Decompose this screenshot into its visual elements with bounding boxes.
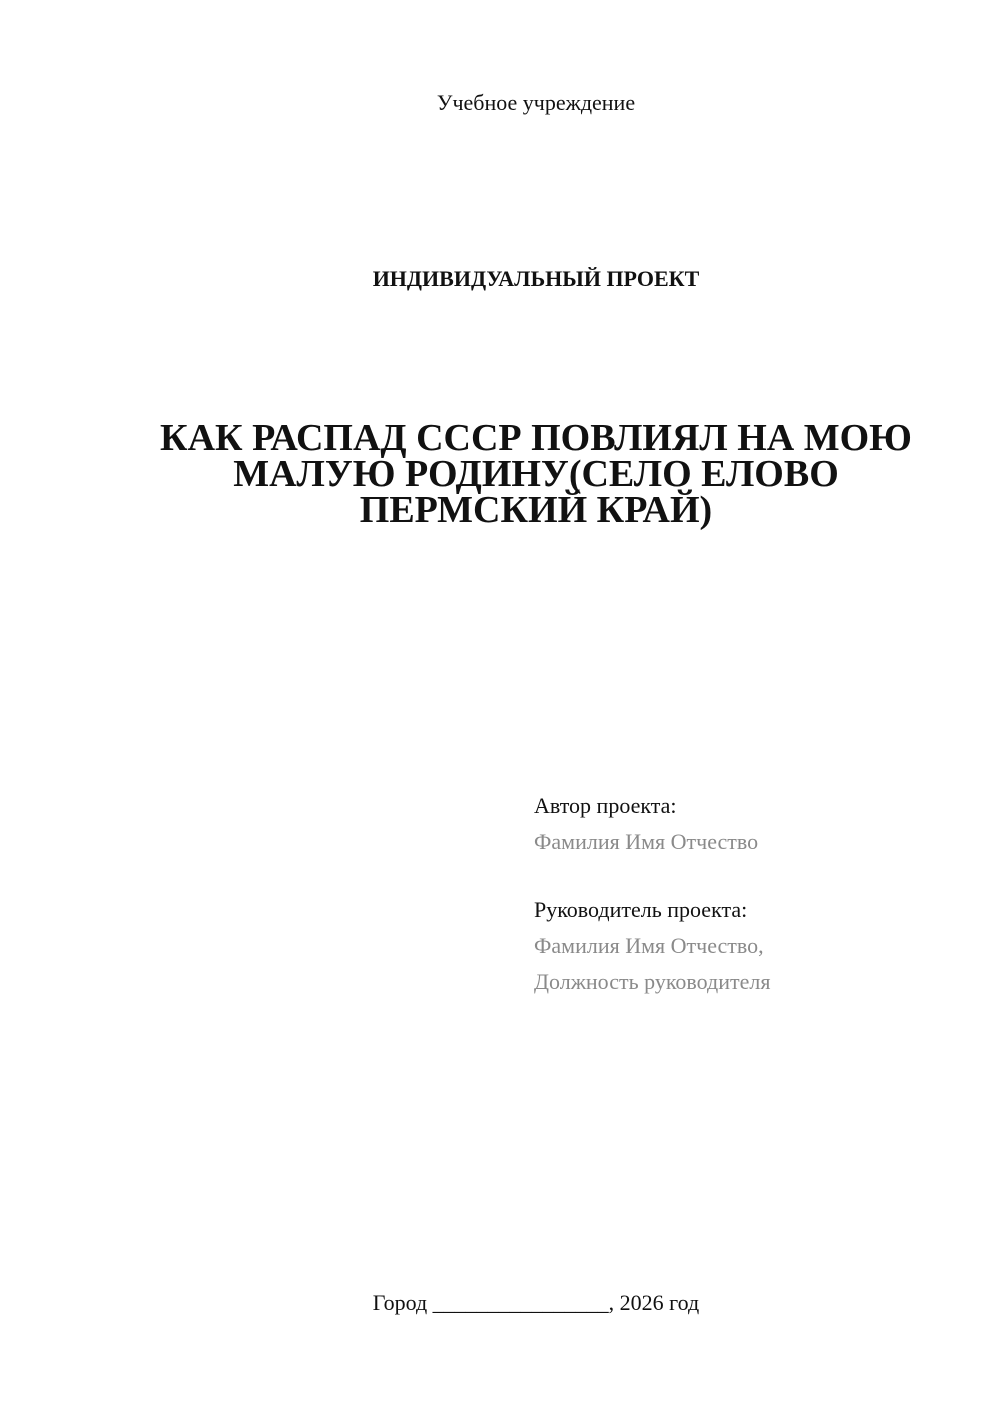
project-title: [120, 417, 952, 531]
project-title-line-1: КАК РАСПАД СССР ПОВЛИЯЛ НА МОЮ: [160, 417, 912, 459]
supervisor-name: Фамилия Имя Отчество,: [534, 933, 764, 958]
author-name: Фамилия Имя Отчество: [534, 829, 759, 854]
credits-block: [534, 788, 770, 1000]
supervisor-label: Руководитель проекта:: [534, 897, 748, 922]
document-type-heading: ИНДИВИДУАЛЬНЫЙ ПРОЕКТ: [372, 266, 700, 291]
institution-name: Учебное учреждение: [436, 90, 636, 115]
author-label: Автор проекта:: [534, 793, 677, 818]
project-title-line-3: ПЕРМСКИЙ КРАЙ): [359, 489, 713, 531]
project-title-line-2: МАЛУЮ РОДИНУ(СЕЛО ЕЛОВО: [233, 453, 839, 495]
credits-spacer: [534, 860, 770, 892]
city-year-line: Город ________________, 2026 год: [372, 1290, 700, 1315]
supervisor-position: Должность руководителя: [534, 969, 771, 994]
